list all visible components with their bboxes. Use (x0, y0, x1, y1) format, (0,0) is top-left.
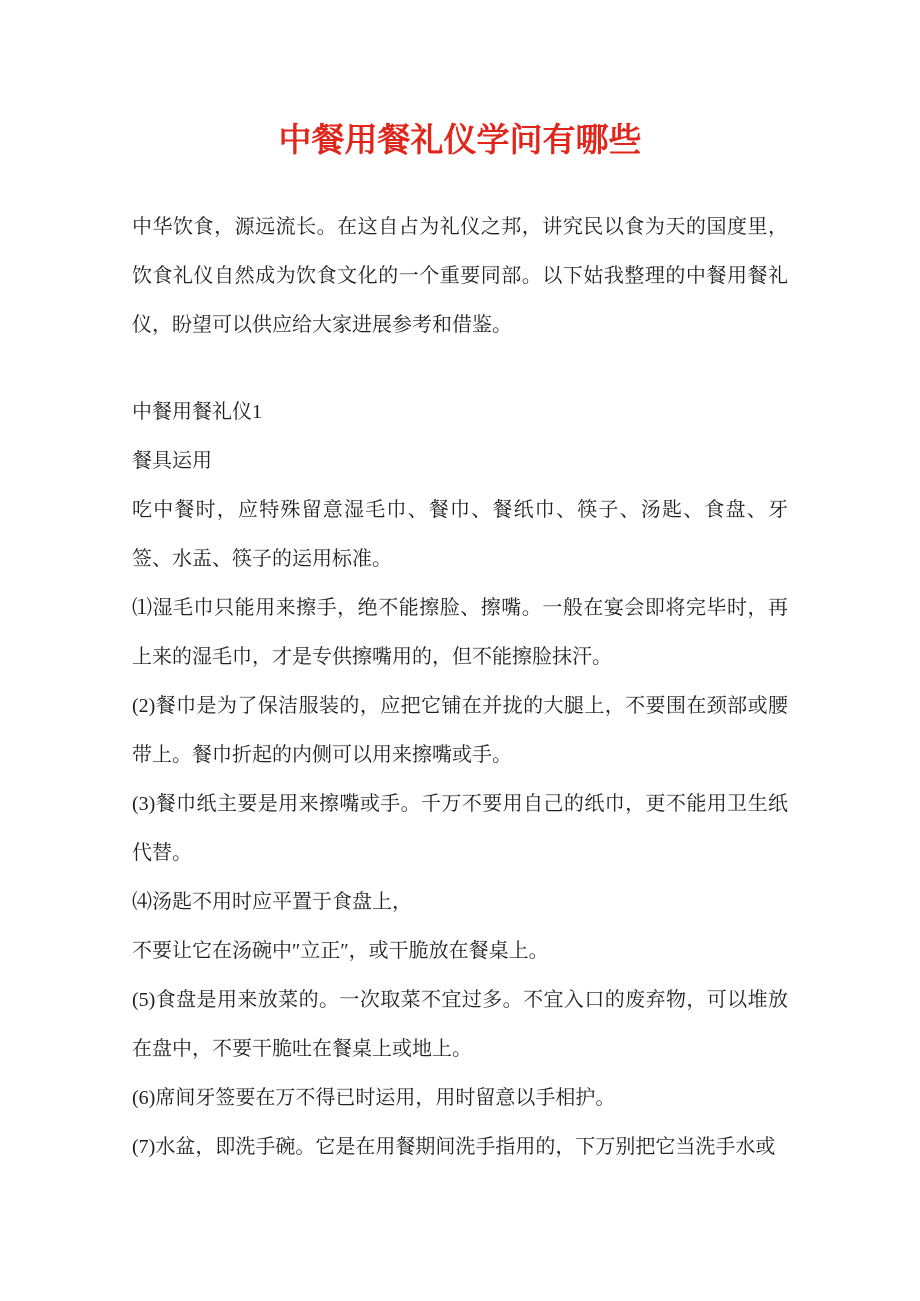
document-body (0, 203, 920, 1172)
section-heading: 中餐用餐礼仪1 (132, 401, 262, 423)
body-paragraph-food-plate: (5)食盘是用来放菜的。一次取菜不宜过多。不宜入口的废弃物，可以堆放在盘中，不要干脆吐在餐桌上或地上。 (132, 989, 788, 1060)
subsection-heading: 餐具运用 (132, 450, 212, 472)
body-paragraph-napkin-paper: (3)餐巾纸主要是用来擦嘴或手。千万不要用自己的纸巾，更不能用卫生纸代替。 (132, 793, 788, 864)
intro-paragraph: 中华饮食，源远流长。在这自占为礼仪之邦，讲究民以食为天的国度里，饮食礼仪自然成为饮食文化的一个重要同部。以下姑我整理的中餐用餐礼仪，盼望可以供应给大家进展参考和借鉴。 (132, 216, 788, 336)
page-title: 中餐用餐礼仪学问有哪些 (278, 121, 642, 158)
body-paragraph-napkin: (2)餐巾是为了保洁服装的，应把它铺在并拢的大腿上，不要围在颈部或腰带上。餐巾折起的内侧可以用来擦嘴或手。 (132, 695, 788, 766)
body-paragraph-spoon: ⑷汤匙不用时应平置于食盘上， (132, 891, 412, 913)
body-paragraph-toothpick: (6)席间牙签要在万不得已时运用，用时留意以手相护。 (132, 1087, 616, 1109)
body-paragraph-wet-towel: ⑴湿毛巾只能用来擦手，绝不能擦脸、擦嘴。一般在宴会即将完毕时，再上来的湿毛巾，才是专供擦嘴用的，但不能擦脸抹汗。 (132, 597, 788, 668)
body-paragraph-tableware-overview: 吃中餐时，应特殊留意湿毛巾、餐巾、餐纸巾、筷子、汤匙、食盘、牙签、水盂、筷子的运用标准。 (132, 499, 788, 570)
body-paragraph-spoon-continued: 不要让它在汤碗中″立正″，或干脆放在餐桌上。 (132, 940, 549, 962)
body-paragraph-finger-bowl: (7)水盆，即洗手碗。它是在用餐期间洗手指用的，下万别把它当洗手水或 (132, 1136, 776, 1158)
